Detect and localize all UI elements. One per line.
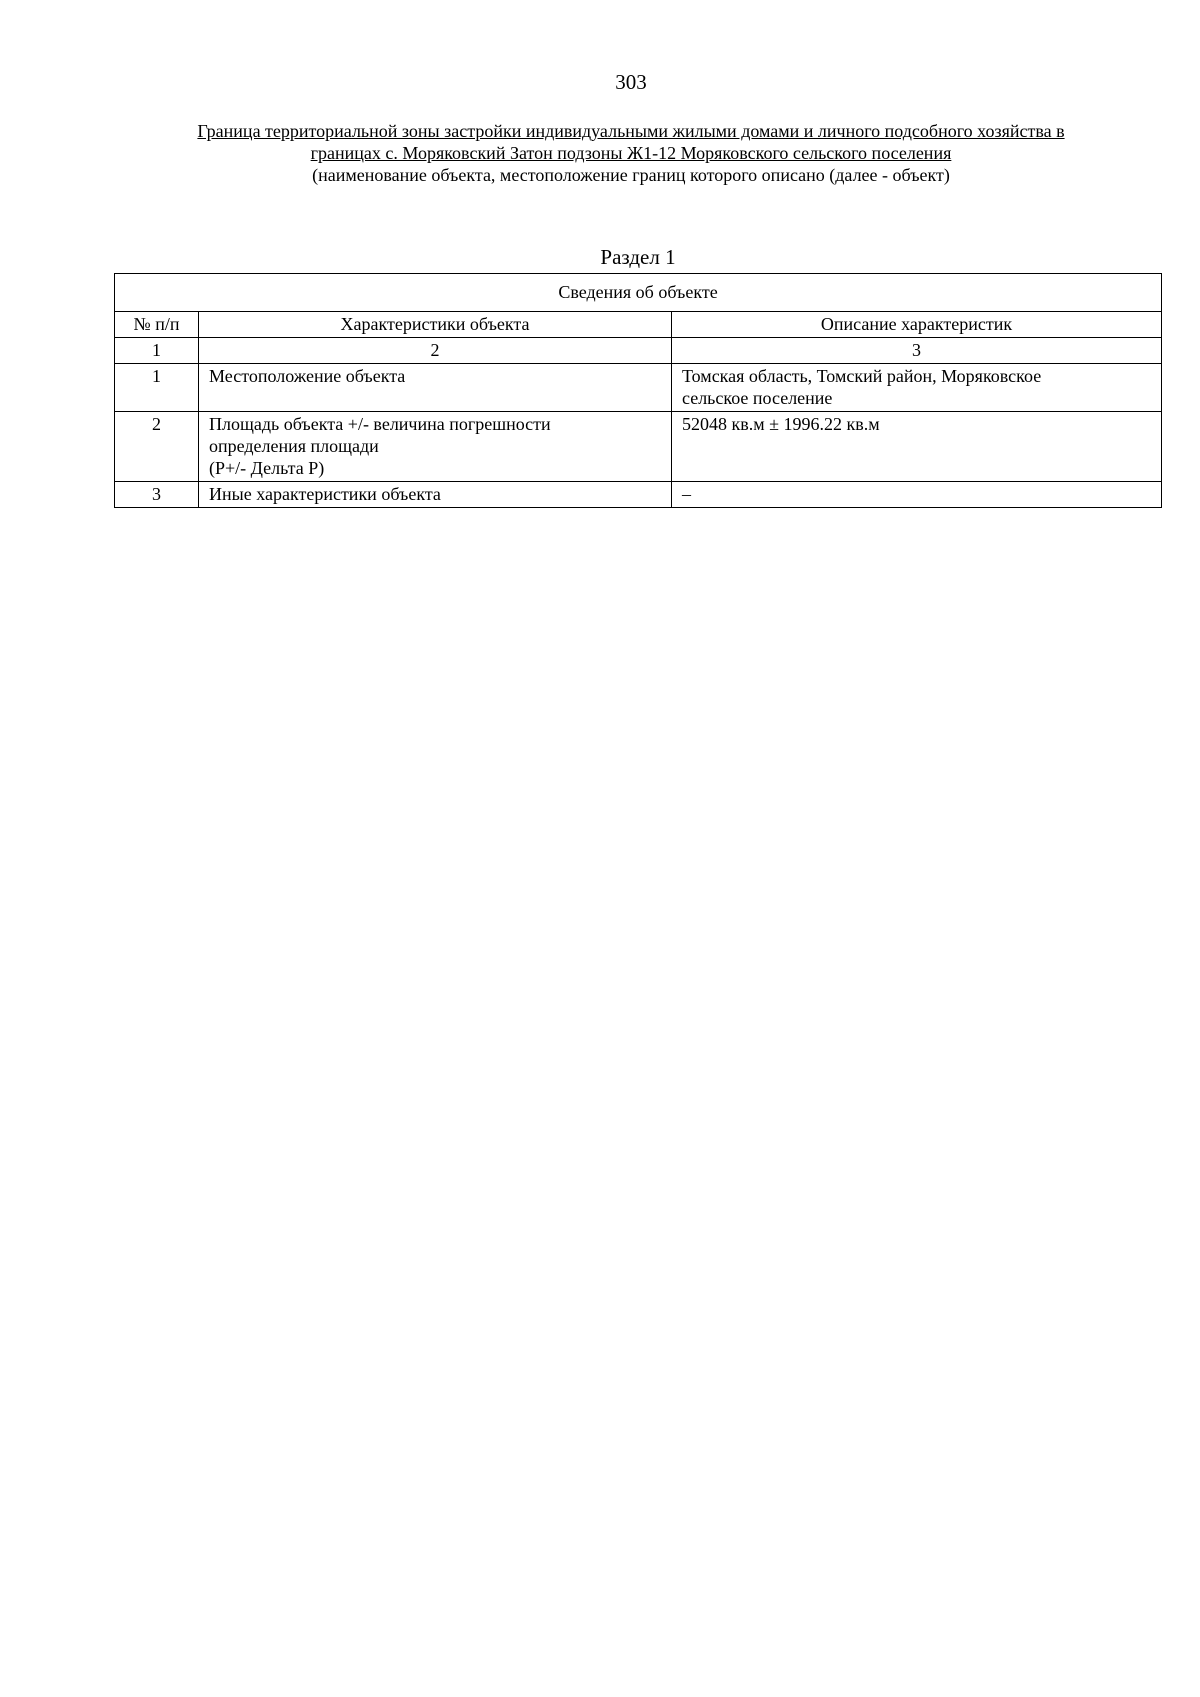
column-numbers-row	[115, 338, 1162, 364]
row-characteristic-line: определения площади	[209, 436, 379, 456]
document-title-line-1: Граница территориальной зоны застройки индивидуальными жилыми домами и личного подсобного хозяйства в	[197, 121, 1065, 141]
row-number: 2	[115, 412, 199, 482]
column-number-2: 2	[199, 338, 672, 364]
table-caption-row	[115, 274, 1162, 312]
document-subtitle: (наименование объекта, местоположение границ которого описано (далее - объект)	[312, 165, 950, 185]
row-description	[672, 412, 1162, 482]
header-description: Описание характеристик	[672, 312, 1162, 338]
row-characteristic-line: Площадь объекта +/- величина погрешности	[209, 414, 551, 434]
table-caption: Сведения об объекте	[115, 274, 1162, 312]
row-characteristic-line: Местоположение объекта	[209, 366, 406, 386]
section-title: Раздел 1	[600, 245, 676, 269]
row-description	[672, 482, 1162, 508]
row-description-line: сельское поселение	[682, 388, 833, 408]
header-number: № п/п	[115, 312, 199, 338]
object-info-table	[114, 273, 1162, 508]
row-description-line: –	[682, 484, 691, 504]
row-number: 1	[115, 364, 199, 412]
column-number-1: 1	[115, 338, 199, 364]
table-header-row	[115, 312, 1162, 338]
row-characteristic	[199, 412, 672, 482]
table-row	[115, 482, 1162, 508]
column-number-3: 3	[672, 338, 1162, 364]
document-title-line-2: границах с. Моряковский Затон подзоны Ж1-12 Моряковского сельского поселения	[310, 143, 952, 163]
row-characteristic-line: Иные характеристики объекта	[209, 484, 441, 504]
row-characteristic-line: (P+/- Дельта P)	[209, 458, 325, 478]
row-number: 3	[115, 482, 199, 508]
row-description-line: 52048 кв.м ± 1996.22 кв.м	[682, 414, 880, 434]
row-description	[672, 364, 1162, 412]
row-characteristic	[199, 482, 672, 508]
table-row	[115, 412, 1162, 482]
row-characteristic	[199, 364, 672, 412]
page-number: 303	[615, 70, 647, 94]
header-characteristic: Характеристики объекта	[199, 312, 672, 338]
table-row	[115, 364, 1162, 412]
document-title-block	[120, 120, 1142, 186]
row-description-line: Томская область, Томский район, Моряковское	[682, 366, 1042, 386]
